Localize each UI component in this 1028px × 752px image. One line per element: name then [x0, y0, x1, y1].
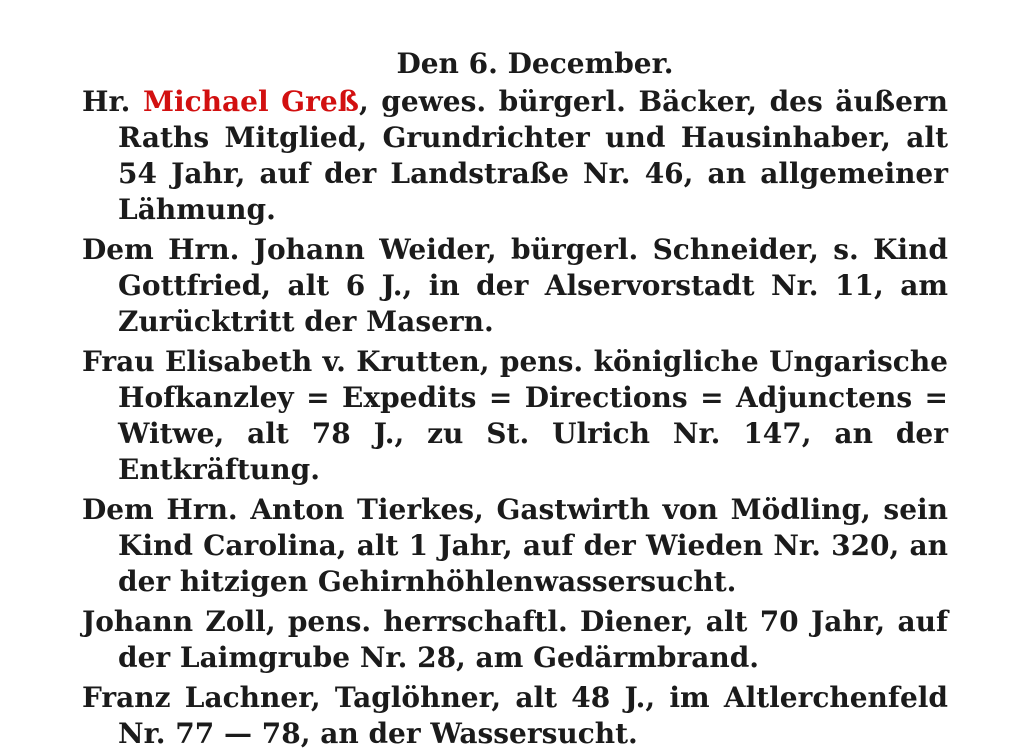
death-entry-krutten: Frau Elisabeth v. Krutten, pens. königliche Ungarische Hofkanzley = Expedits = Directions = Adjunctens = Witwe, alt 78 J., zu St. Ulrich Nr. 147, an der Entkräftung.	[82, 345, 948, 486]
highlighted-name: Michael Greß	[142, 85, 359, 118]
document-page	[82, 44, 948, 752]
entry-prefix: Hr.	[82, 85, 143, 118]
death-entry-lachner: Franz Lachner, Taglöhner, alt 48 J., im Altlerchenfeld Nr. 77 — 78, an der Wassersucht.	[82, 681, 948, 750]
death-entry-gress	[82, 84, 948, 228]
death-entry-weider: Dem Hrn. Johann Weider, bürgerl. Schneider, s. Kind Gottfried, alt 6 J., in der Alservorstadt Nr. 11, am Zurücktritt der Masern.	[82, 233, 948, 338]
entry-text: , gewes. bürgerl. Bäcker, des äußern Raths Mitglied, Grundrichter und Hausinhaber, alt 54 Jahr, auf der Landstraße Nr. 46, an allgemeiner Lähmung.	[118, 85, 948, 226]
date-heading: Den 6. December.	[396, 47, 674, 80]
death-entry-tierkes: Dem Hrn. Anton Tierkes, Gastwirth von Mödling, sein Kind Carolina, alt 1 Jahr, auf der Wieden Nr. 320, an der hitzigen Gehirnhöhlenwassersucht.	[82, 493, 948, 598]
death-entry-zoll: Johann Zoll, pens. herrschaftl. Diener, alt 70 Jahr, auf der Laimgrube Nr. 28, am Gedärmbrand.	[82, 605, 948, 674]
